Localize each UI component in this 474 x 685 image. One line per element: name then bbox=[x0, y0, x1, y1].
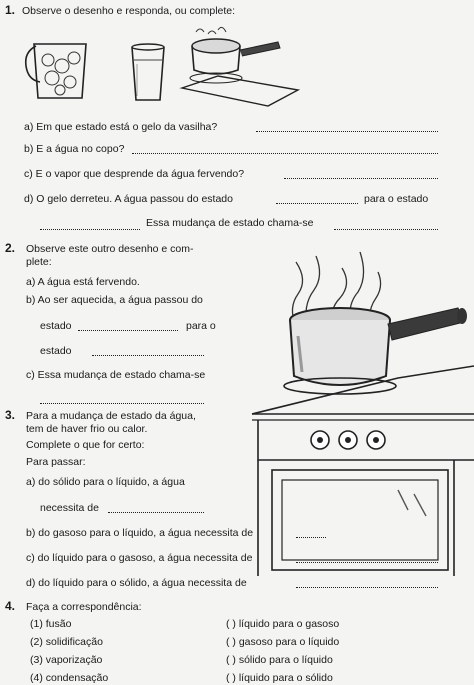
question-3b-answer-line[interactable] bbox=[296, 528, 326, 538]
question-3c-text: c) do líquido para o gasoso, a água necessita de bbox=[26, 552, 253, 564]
question-2a-text: a) A água está fervendo. bbox=[26, 276, 140, 288]
question-1b-text: b) E a água no copo? bbox=[24, 143, 125, 155]
question-2-number: 2. bbox=[5, 241, 16, 255]
question-1d-change-text: Essa mudança de estado chama-se bbox=[146, 217, 314, 229]
match-left-item: (2) solidificação bbox=[30, 636, 103, 648]
question-2b-to-line[interactable] bbox=[92, 346, 204, 356]
question-1d-change-line[interactable] bbox=[334, 220, 438, 230]
question-1a-answer-line[interactable] bbox=[256, 122, 438, 132]
match-right-item[interactable]: ( ) líquido para o gasoso bbox=[226, 618, 340, 630]
small-stove-pot-illustration bbox=[178, 26, 303, 108]
match-left-item: (1) fusão bbox=[30, 618, 72, 630]
question-2c-answer-line[interactable] bbox=[40, 394, 204, 404]
question-3-intro-line2: tem de haver frio ou calor. bbox=[26, 423, 148, 435]
question-1b-answer-line[interactable] bbox=[132, 144, 438, 154]
question-1d-from-line[interactable] bbox=[276, 194, 358, 204]
question-1d-text: d) O gelo derreteu. A água passou do estado bbox=[24, 193, 233, 205]
question-1c-text: c) E o vapor que desprende da água fervendo? bbox=[24, 168, 245, 180]
question-3-intro-line3: Complete o que for certo: bbox=[26, 439, 145, 451]
question-3b-text: b) do gasoso para o líquido, a água necessita de bbox=[26, 527, 254, 539]
question-3a-text: a) do sólido para o líquido, a água bbox=[26, 476, 185, 488]
question-2b-from-line[interactable] bbox=[78, 321, 178, 331]
question-2b-text: b) Ao ser aquecida, a água passou do bbox=[26, 294, 203, 306]
question-3-intro-line1: Para a mudança de estado da água, bbox=[26, 410, 196, 422]
ice-glass-illustration bbox=[22, 40, 104, 102]
question-3-number: 3. bbox=[5, 408, 16, 422]
question-2-intro-line2: plete: bbox=[26, 256, 52, 268]
match-right-item[interactable]: ( ) sólido para o líquido bbox=[226, 654, 333, 666]
question-4-number: 4. bbox=[5, 599, 16, 613]
question-2c-text: c) Essa mudança de estado chama-se bbox=[26, 369, 206, 381]
question-1d-to-line[interactable] bbox=[40, 220, 140, 230]
question-4-intro: Faça a correspondência: bbox=[26, 601, 142, 613]
question-2-intro-line1: Observe este outro desenho e com- bbox=[26, 243, 194, 255]
question-3a-answer-line[interactable] bbox=[108, 503, 204, 513]
question-1-number: 1. bbox=[5, 3, 16, 17]
match-left-item: (3) vaporização bbox=[30, 654, 103, 666]
water-glass-illustration bbox=[128, 42, 168, 104]
question-3d-answer-line[interactable] bbox=[296, 578, 438, 588]
question-3c-answer-line[interactable] bbox=[296, 553, 438, 563]
question-2b-state-label-2: estado bbox=[40, 345, 72, 357]
question-2b-state-label: estado bbox=[40, 320, 72, 332]
question-1c-answer-line[interactable] bbox=[284, 169, 438, 179]
match-right-item[interactable]: ( ) líquido para o sólido bbox=[226, 672, 333, 684]
question-3-intro-line4: Para passar: bbox=[26, 456, 86, 468]
question-3d-text: d) do líquido para o sólido, a água necessita de bbox=[26, 577, 247, 589]
question-1-intro: Observe o desenho e responda, ou complete: bbox=[22, 5, 236, 17]
question-3a-needs-label: necessita de bbox=[40, 502, 99, 514]
match-right-item[interactable]: ( ) gasoso para o líquido bbox=[226, 636, 340, 648]
question-1d-to-text: para o estado bbox=[364, 193, 429, 205]
match-left-item: (4) condensação bbox=[30, 672, 109, 684]
stove-boiling-pot-illustration bbox=[248, 246, 474, 582]
question-1a-text: a) Em que estado está o gelo da vasilha? bbox=[24, 121, 218, 133]
question-2b-to-label: para o bbox=[186, 320, 216, 332]
